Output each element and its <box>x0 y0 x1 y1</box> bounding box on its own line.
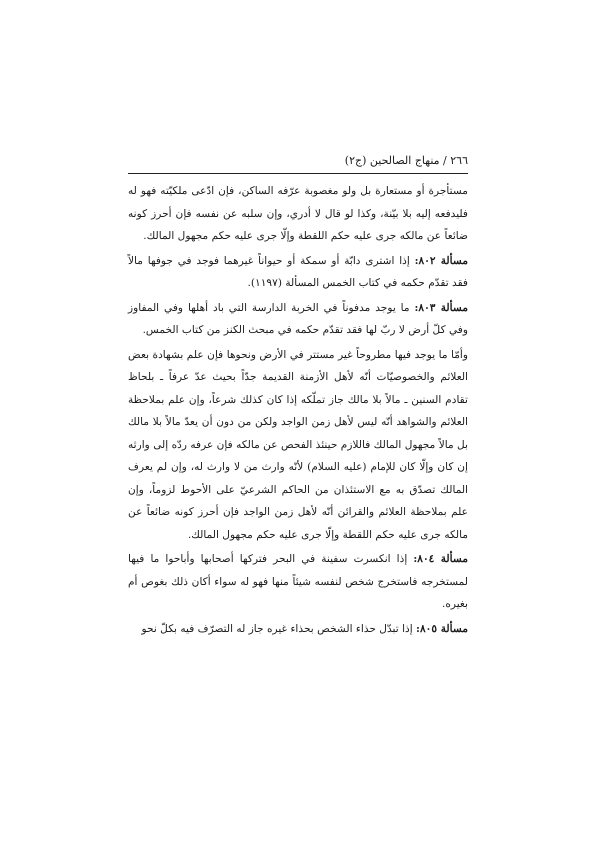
paragraph-text: وأمّا ما يوجد فيها مطروحاً غير مستتر في الأرض ونحوها فإن علم بشهادة بعض العلائم والخصوصيّات أنّه لأهل الأزمنة القديمة جدّاً بحيث عدّ عرفاً ـ بلحاظ تقادم السنين ـ مالاً بلا مالك جاز تملّكه إذا كان كذلك شرعاً، وإن علم بملاحظة العلائم والشواهد أنّه ليس لأهل زمن الواجد ولكن من دون أن يعدّ مالاً بلا مالك بل مالاً مجهول المالك فاللازم حينئذ الفحص عن مالكه فإن عرفه ردّه إلى وارثه إن كان وإلّا كان للإمام (عليه السلام) لأنّه وارث من لا وارث له، وإن لم يعرف المالك تصدّق به مع الاستئذان من الحاكم الشرعيّ على الأحوط لزوماً، وإن علم بملاحظة العلائم والقرائن أنّه لأهل زمن الواجد فإن أحرز كونه ضائعاً عن مالكه جرى عليه حكم اللقطة وإلّا جرى عليه حكم مجهول المالك. <box>128 348 468 541</box>
issue-803 <box>128 297 468 342</box>
paragraph-text: مستأجرة أو مستعارة بل ولو مغصوبة عرّفه الساكن، فإن ادّعى ملكيّته فهو له فليدفعه إليه بلا بيّنة، وكذا لو قال لا أدري، وإن سلبه عن نفسه فإن أحرز كونه ضائعاً عن مالكه جرى عليه حكم اللقطة وإلّا جرى عليه حكم مجهول المالك. <box>128 185 468 242</box>
paragraph-text: إذا انكسرت سفينة في البحر فتركها أصحابها وأباحوا ما فيها لمستخرجه فاستخرج شخص لنفسه شيئاً منها فهو له سواء أكان ذلك بغوص أم بغيره. <box>128 553 468 610</box>
issue-label: مسألة ٨٠٣: <box>414 301 468 314</box>
issue-802 <box>128 250 468 295</box>
issue-label: مسألة ٨٠٤: <box>413 553 469 565</box>
issue-label: مسألة ٨٠٥: <box>416 622 468 635</box>
issue-804 <box>128 548 468 616</box>
header-rule <box>128 173 468 174</box>
paragraph <box>128 180 468 248</box>
page-body <box>128 180 468 642</box>
paragraph-text: إذا تبدّل حذاء الشخص بحذاء غيره جاز له التصرّف فيه بكلّ نحو <box>141 622 417 635</box>
running-head: ٢٦٦ / منهاج الصالحين (ج٢) <box>344 154 468 167</box>
paragraph <box>128 344 468 547</box>
issue-805 <box>128 618 468 641</box>
paragraph-text: ما يوجد مدفوناً في الخربة الدارسة التي باد أهلها وفي المفاوز وفي كلّ أرض لا ربّ لها فقد تقدّم حكمه في مبحث الكنز من كتاب الخمس. <box>128 301 468 336</box>
issue-label: مسألة ٨٠٢: <box>414 254 468 267</box>
paragraph-text: إذا اشترى دابّة أو سمكة أو حيواناً غيرهما فوجد في جوفها مالاً فقد تقدّم حكمه في كتاب الخمس المسألة (١١٩٧). <box>128 254 468 289</box>
